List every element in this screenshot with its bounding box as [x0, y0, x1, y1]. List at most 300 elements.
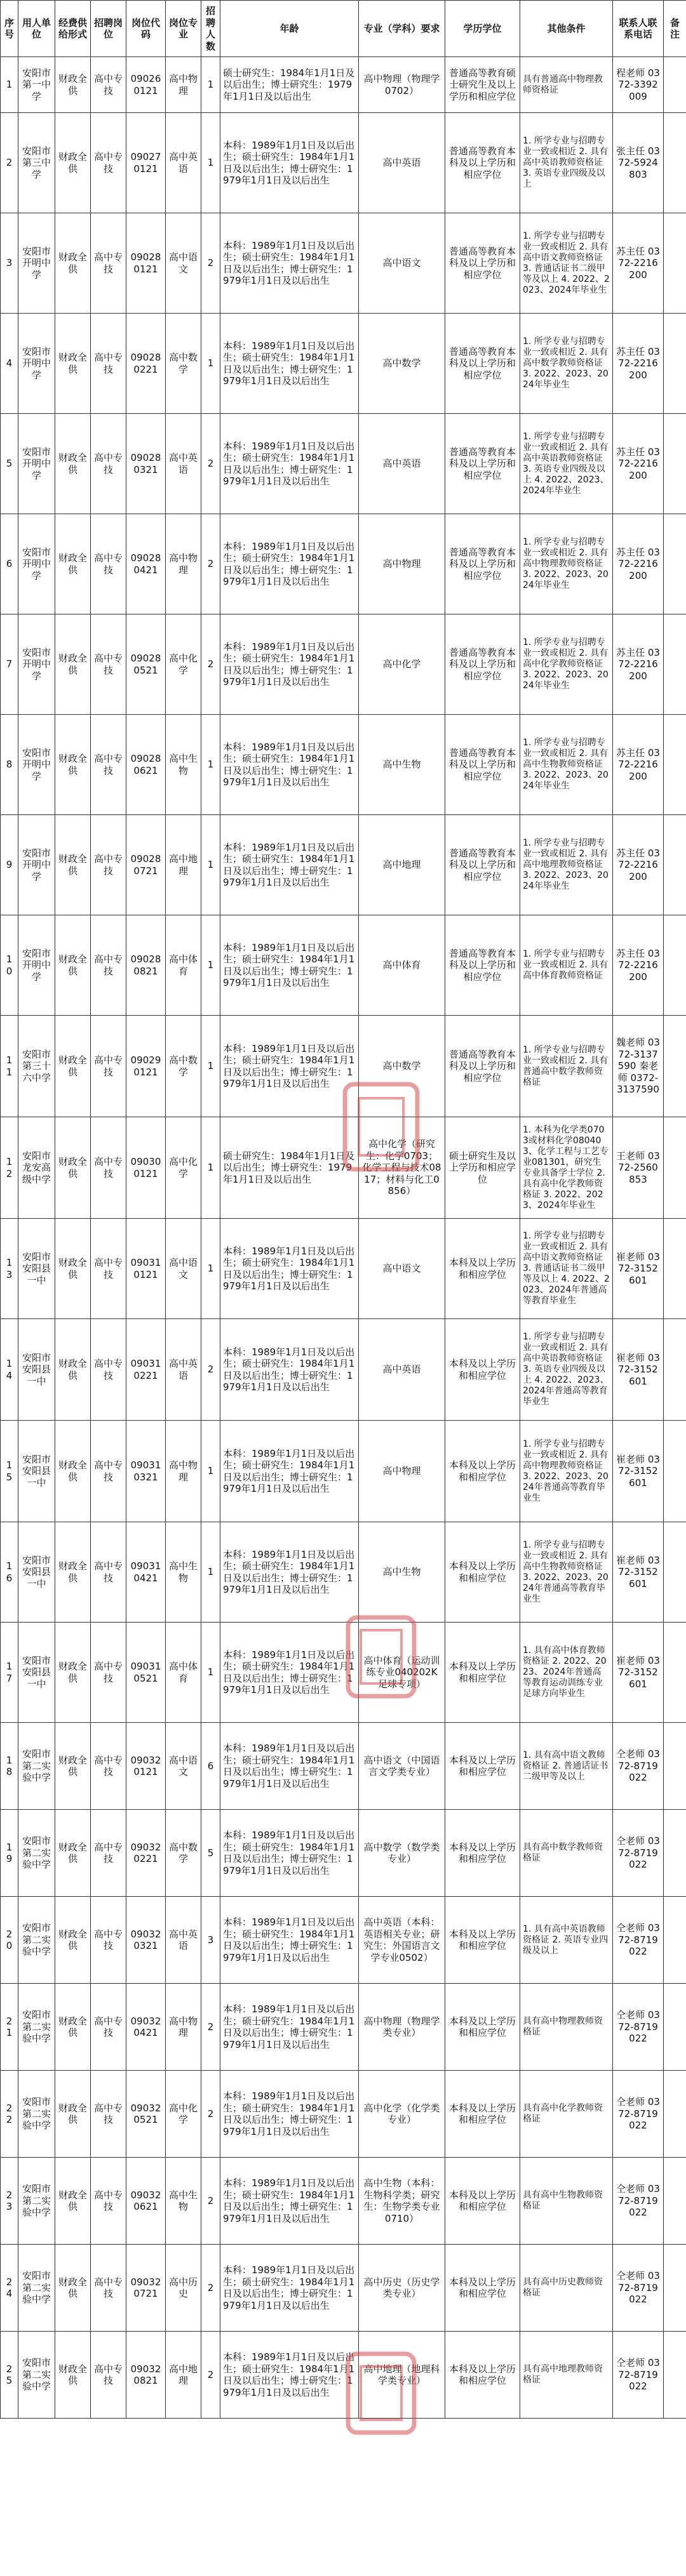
row-seq: 2: [1, 113, 18, 213]
row-unit: 安阳市开明中学: [18, 213, 55, 314]
table-row: [1, 1984, 686, 2071]
row-count: 2: [201, 1319, 220, 1421]
row-post-major: 高中生物: [166, 715, 201, 815]
row-other: 1. 所学专业与招聘专业一致或相近 2. 具有高中语文教师资格证 3. 普通话证书二级甲等及以上 4. 2022、2023、2024年普通高等教育毕业生: [520, 1219, 613, 1319]
header-remark: 备注: [664, 1, 686, 57]
row-contact: 仝老师 0372-8719022: [613, 2071, 664, 2158]
row-count: 2: [201, 614, 220, 715]
row-other: 1. 所学专业与招聘专业一致或相近 2. 具有高中化学教师资格证 3. 2022、2023、2024年毕业生: [520, 614, 613, 715]
row-post-code: 09031 0221: [126, 1319, 166, 1421]
row-funding: 财政全供: [55, 2071, 91, 2158]
table-row: [1, 414, 686, 514]
row-post-type: 高中专技: [91, 1319, 126, 1421]
row-other: 具有高中地理教师资格证: [520, 2332, 613, 2419]
row-remark: [664, 1219, 686, 1319]
row-contact: 仝老师 0372-8719022: [613, 1897, 664, 1984]
row-seq: 13: [1, 1219, 18, 1319]
row-count: 1: [201, 113, 220, 213]
row-contact: 苏主任 0372-2216200: [613, 514, 664, 614]
row-post-code: 09028 0721: [126, 815, 166, 915]
row-unit: 安阳市安阳县一中: [18, 1421, 55, 1522]
row-funding: 财政全供: [55, 1623, 91, 1723]
row-post-major: 高中化学: [166, 2071, 201, 2158]
row-post-major: 高中历史: [166, 2245, 201, 2332]
row-remark: [664, 2071, 686, 2158]
header-unit: 用人单位: [18, 1, 55, 57]
row-post-type: 高中专技: [91, 1623, 126, 1723]
row-unit: 安阳市安阳县一中: [18, 1522, 55, 1623]
row-post-type: 高中专技: [91, 1016, 126, 1117]
row-age: 本科：1989年1月1日及以后出生；硕士研究生：1984年1月1日及以后出生；博士研究生：1979年1月1日及以后出生: [220, 614, 359, 715]
row-seq: 5: [1, 414, 18, 514]
row-remark: [664, 314, 686, 414]
row-post-type: 高中专技: [91, 1421, 126, 1522]
row-count: 2: [201, 2071, 220, 2158]
row-unit: 安阳市第三十六中学: [18, 1016, 55, 1117]
row-contact: 仝老师 0372-8719022: [613, 2332, 664, 2419]
row-major-req: 高中物理（物理学类专业）: [359, 1984, 445, 2071]
row-age: 本科：1989年1月1日及以后出生；硕士研究生：1984年1月1日及以后出生；博士研究生：1979年1月1日及以后出生: [220, 213, 359, 314]
row-funding: 财政全供: [55, 1319, 91, 1421]
row-other: 1. 具有高中体育教师资格证 2. 2022、2023、2024年普通高等教育运动训练专业足球方向毕业生: [520, 1623, 613, 1723]
row-post-code: 09031 0521: [126, 1623, 166, 1723]
row-major-req: 高中生物（本科：生物科学类；研究生：生物学类专业0710）: [359, 2158, 445, 2245]
row-contact: 仝老师 0372-8719022: [613, 1984, 664, 2071]
row-unit: 安阳市第二实验中学: [18, 1810, 55, 1897]
row-funding: 财政全供: [55, 614, 91, 715]
header-seq: 序号: [1, 1, 18, 57]
row-post-major: 高中物理: [166, 1421, 201, 1522]
row-unit: 安阳市第二实验中学: [18, 2245, 55, 2332]
row-seq: 23: [1, 2158, 18, 2245]
row-post-type: 高中专技: [91, 2332, 126, 2419]
row-age: 本科：1989年1月1日及以后出生；硕士研究生：1984年1月1日及以后出生；博士研究生：1979年1月1日及以后出生: [220, 314, 359, 414]
row-count: 1: [201, 1421, 220, 1522]
header-post-code: 岗位代码: [126, 1, 166, 57]
row-degree: 本科及以上学历和相应学位: [445, 1810, 520, 1897]
row-age: 本科：1989年1月1日及以后出生；硕士研究生：1984年1月1日及以后出生；博士研究生：1979年1月1日及以后出生: [220, 2071, 359, 2158]
row-degree: 普通高等教育本科及以上学历和相应学位: [445, 915, 520, 1016]
row-other: 1. 所学专业与招聘专业一致或相近 2. 具有高中生物教师资格证 3. 2022、2023、2024年毕业生: [520, 715, 613, 815]
row-seq: 15: [1, 1421, 18, 1522]
row-post-major: 高中生物: [166, 1522, 201, 1623]
row-major-req: 高中数学（数学类专业）: [359, 1810, 445, 1897]
row-funding: 财政全供: [55, 1984, 91, 2071]
row-seq: 11: [1, 1016, 18, 1117]
row-count: 6: [201, 1723, 220, 1810]
header-post-type: 招聘岗位: [91, 1, 126, 57]
row-degree: 普通高等教育硕士研究生及以上学历和相应学位: [445, 57, 520, 113]
row-post-code: 09032 0421: [126, 1984, 166, 2071]
row-count: 2: [201, 2332, 220, 2419]
row-post-type: 高中专技: [91, 1897, 126, 1984]
table-row: [1, 2158, 686, 2245]
table-row: [1, 614, 686, 715]
row-major-req: 高中英语（本科：英语相关专业；研究生：外国语言文学专业0502）: [359, 1897, 445, 1984]
row-major-req: 高中化学: [359, 614, 445, 715]
row-funding: 财政全供: [55, 213, 91, 314]
row-seq: 1: [1, 57, 18, 113]
table-row: [1, 1522, 686, 1623]
row-seq: 21: [1, 1984, 18, 2071]
row-count: 2: [201, 2158, 220, 2245]
row-post-major: 高中英语: [166, 1319, 201, 1421]
row-post-type: 高中专技: [91, 514, 126, 614]
row-remark: [664, 614, 686, 715]
row-contact: 崔老师 0372-3152601: [613, 1522, 664, 1623]
row-degree: 普通高等教育本科及以上学历和相应学位: [445, 815, 520, 915]
row-post-type: 高中专技: [91, 314, 126, 414]
row-post-code: 09029 0121: [126, 1016, 166, 1117]
row-remark: [664, 113, 686, 213]
row-seq: 6: [1, 514, 18, 614]
row-remark: [664, 2158, 686, 2245]
row-unit: 安阳市安阳县一中: [18, 1319, 55, 1421]
row-remark: [664, 715, 686, 815]
row-degree: 本科及以上学历和相应学位: [445, 1723, 520, 1810]
row-unit: 安阳市第二实验中学: [18, 1723, 55, 1810]
row-count: 2: [201, 514, 220, 614]
row-post-type: 高中专技: [91, 2071, 126, 2158]
row-major-req: 高中英语: [359, 113, 445, 213]
table-row: [1, 113, 686, 213]
row-age: 本科：1989年1月1日及以后出生；硕士研究生：1984年1月1日及以后出生；博士研究生：1979年1月1日及以后出生: [220, 2332, 359, 2419]
row-age: 本科：1989年1月1日及以后出生；硕士研究生：1984年1月1日及以后出生；博士研究生：1979年1月1日及以后出生: [220, 915, 359, 1016]
header-degree: 学历学位: [445, 1, 520, 57]
row-count: 2: [201, 414, 220, 514]
row-count: 1: [201, 1117, 220, 1219]
row-degree: 本科及以上学历和相应学位: [445, 1421, 520, 1522]
row-post-type: 高中专技: [91, 915, 126, 1016]
row-unit: 安阳市开明中学: [18, 715, 55, 815]
row-remark: [664, 414, 686, 514]
table-row: [1, 2071, 686, 2158]
row-degree: 本科及以上学历和相应学位: [445, 2245, 520, 2332]
row-funding: 财政全供: [55, 1522, 91, 1623]
row-funding: 财政全供: [55, 57, 91, 113]
row-other: 1. 所学专业与招聘专业一致或相近 2. 具有高中语文教师资格证 3. 普通话证书二级甲等及以上 4. 2022、2023、2024年毕业生: [520, 213, 613, 314]
row-post-type: 高中专技: [91, 1522, 126, 1623]
row-count: 1: [201, 1016, 220, 1117]
row-remark: [664, 2332, 686, 2419]
row-major-req: 高中生物: [359, 715, 445, 815]
row-post-code: 09032 0121: [126, 1723, 166, 1810]
row-funding: 财政全供: [55, 915, 91, 1016]
row-post-type: 高中专技: [91, 1723, 126, 1810]
table-row: [1, 1117, 686, 1219]
row-remark: [664, 1984, 686, 2071]
row-unit: 安阳市第三中学: [18, 113, 55, 213]
table-row: [1, 815, 686, 915]
row-age: 本科：1989年1月1日及以后出生；硕士研究生：1984年1月1日及以后出生；博士研究生：1979年1月1日及以后出生: [220, 1522, 359, 1623]
row-major-req: 高中英语: [359, 1319, 445, 1421]
row-post-major: 高中语文: [166, 1219, 201, 1319]
row-degree: 普通高等教育本科及以上学历和相应学位: [445, 414, 520, 514]
row-other: 1. 所学专业与招聘专业一致或相近 2. 具有普通高中数学教师资格证: [520, 1016, 613, 1117]
row-post-major: 高中生物: [166, 2158, 201, 2245]
row-age: 本科：1989年1月1日及以后出生；硕士研究生：1984年1月1日及以后出生；博士研究生：1979年1月1日及以后出生: [220, 2158, 359, 2245]
row-other: 1. 具有高中语文教师资格证 2. 普通话证书二级甲等及以上: [520, 1723, 613, 1810]
row-post-type: 高中专技: [91, 614, 126, 715]
row-post-major: 高中物理: [166, 1984, 201, 2071]
row-degree: 普通高等教育本科及以上学历和相应学位: [445, 1016, 520, 1117]
row-remark: [664, 1522, 686, 1623]
row-unit: 安阳市第二实验中学: [18, 2158, 55, 2245]
row-seq: 17: [1, 1623, 18, 1723]
row-post-type: 高中专技: [91, 414, 126, 514]
row-post-major: 高中化学: [166, 614, 201, 715]
row-count: 1: [201, 815, 220, 915]
row-post-major: 高中物理: [166, 514, 201, 614]
row-contact: 崔老师 0372-3152601: [613, 1219, 664, 1319]
header-funding: 经费供给形式: [55, 1, 91, 57]
table-row: [1, 1421, 686, 1522]
row-major-req: 高中语文（中国语言文学类专业）: [359, 1723, 445, 1810]
row-contact: 仝老师 0372-8719022: [613, 1810, 664, 1897]
row-seq: 7: [1, 614, 18, 715]
header-age: 年龄: [220, 1, 359, 57]
row-contact: 苏主任 0372-2216200: [613, 614, 664, 715]
table-row: [1, 2332, 686, 2419]
row-post-code: 09028 0321: [126, 414, 166, 514]
row-post-major: 高中数学: [166, 1016, 201, 1117]
table-row: [1, 1723, 686, 1810]
row-unit: 安阳市开明中学: [18, 614, 55, 715]
row-other: 1. 所学专业与招聘专业一致或相近 2. 具有高中数学教师资格证 3. 2022、2023、2024年毕业生: [520, 314, 613, 414]
row-remark: [664, 57, 686, 113]
row-other: 1. 所学专业与招聘专业一致或相近 2. 具有高中物理教师资格证 3. 2022、2023、2024年毕业生: [520, 514, 613, 614]
row-degree: 本科及以上学历和相应学位: [445, 1522, 520, 1623]
row-other: 1. 所学专业与招聘专业一致或相近 2. 具有高中地理教师资格证 3. 2022、2023、2024年毕业生: [520, 815, 613, 915]
row-degree: 本科及以上学历和相应学位: [445, 1219, 520, 1319]
row-contact: 苏主任 0372-2216200: [613, 915, 664, 1016]
row-remark: [664, 213, 686, 314]
row-degree: 普通高等教育本科及以上学历和相应学位: [445, 213, 520, 314]
table-row: [1, 1219, 686, 1319]
row-degree: 本科及以上学历和相应学位: [445, 1897, 520, 1984]
row-post-code: 09032 0821: [126, 2332, 166, 2419]
row-unit: 安阳市第二实验中学: [18, 1897, 55, 1984]
row-post-code: 09032 0621: [126, 2158, 166, 2245]
table-row: [1, 1319, 686, 1421]
row-other: 具有高中生物教师资格证: [520, 2158, 613, 2245]
row-post-type: 高中专技: [91, 57, 126, 113]
row-age: 本科：1989年1月1日及以后出生；硕士研究生：1984年1月1日及以后出生；博士研究生：1979年1月1日及以后出生: [220, 1984, 359, 2071]
row-major-req: 高中物理: [359, 1421, 445, 1522]
row-major-req: 高中数学: [359, 1016, 445, 1117]
row-contact: 苏主任 0372-2216200: [613, 815, 664, 915]
row-post-major: 高中地理: [166, 815, 201, 915]
row-seq: 8: [1, 715, 18, 815]
row-degree: 本科及以上学历和相应学位: [445, 2332, 520, 2419]
row-age: 本科：1989年1月1日及以后出生；硕士研究生：1984年1月1日及以后出生；博士研究生：1979年1月1日及以后出生: [220, 715, 359, 815]
row-degree: 本科及以上学历和相应学位: [445, 2158, 520, 2245]
row-age: 硕士研究生：1984年1月1日及以后出生；博士研究生：1979年1月1日及以后出生: [220, 57, 359, 113]
row-post-major: 高中物理: [166, 57, 201, 113]
row-other: 1. 所学专业与招聘专业一致或相近 2. 具有高中英语教师资格证 3. 英语专业四级及以上 4. 2022、2023、2024年普通高等教育毕业生: [520, 1319, 613, 1421]
row-funding: 财政全供: [55, 2158, 91, 2245]
row-degree: 普通高等教育本科及以上学历和相应学位: [445, 113, 520, 213]
row-count: 2: [201, 1984, 220, 2071]
row-seq: 4: [1, 314, 18, 414]
row-post-type: 高中专技: [91, 1810, 126, 1897]
row-post-major: 高中英语: [166, 1897, 201, 1984]
row-major-req: 高中物理: [359, 514, 445, 614]
row-remark: [664, 1810, 686, 1897]
row-unit: 安阳市第二实验中学: [18, 2071, 55, 2158]
row-contact: 仝老师 0372-8719022: [613, 2245, 664, 2332]
row-unit: 安阳市第一中学: [18, 57, 55, 113]
row-count: 1: [201, 1219, 220, 1319]
row-degree: 本科及以上学历和相应学位: [445, 1319, 520, 1421]
row-post-major: 高中英语: [166, 414, 201, 514]
row-funding: 财政全供: [55, 414, 91, 514]
row-count: 1: [201, 915, 220, 1016]
table-row: [1, 715, 686, 815]
row-post-code: 09028 0621: [126, 715, 166, 815]
row-funding: 财政全供: [55, 1723, 91, 1810]
row-post-major: 高中语文: [166, 213, 201, 314]
table-row: [1, 1897, 686, 1984]
row-remark: [664, 1421, 686, 1522]
row-major-req: 高中体育: [359, 915, 445, 1016]
row-age: 本科：1989年1月1日及以后出生；硕士研究生：1984年1月1日及以后出生；博士研究生：1979年1月1日及以后出生: [220, 1897, 359, 1984]
row-post-code: 09031 0321: [126, 1421, 166, 1522]
row-remark: [664, 1319, 686, 1421]
row-unit: 安阳市开明中学: [18, 414, 55, 514]
row-major-req: 高中化学（化学类专业）: [359, 2071, 445, 2158]
row-degree: 普通高等教育本科及以上学历和相应学位: [445, 314, 520, 414]
row-seq: 16: [1, 1522, 18, 1623]
row-other: 具有高中数学教师资格证: [520, 1810, 613, 1897]
row-seq: 14: [1, 1319, 18, 1421]
row-post-type: 高中专技: [91, 1984, 126, 2071]
row-other: 具有高中物理教师资格证: [520, 1984, 613, 2071]
row-post-major: 高中数学: [166, 1810, 201, 1897]
row-age: 本科：1989年1月1日及以后出生；硕士研究生：1984年1月1日及以后出生；博士研究生：1979年1月1日及以后出生: [220, 1623, 359, 1723]
row-count: 2: [201, 2245, 220, 2332]
row-post-code: 09032 0721: [126, 2245, 166, 2332]
row-count: 1: [201, 57, 220, 113]
row-post-code: 09028 0121: [126, 213, 166, 314]
row-post-code: 09028 0521: [126, 614, 166, 715]
row-remark: [664, 915, 686, 1016]
row-unit: 安阳市第二实验中学: [18, 1984, 55, 2071]
row-contact: 仝老师 0372-8719022: [613, 2158, 664, 2245]
row-unit: 安阳市开明中学: [18, 815, 55, 915]
row-remark: [664, 1117, 686, 1219]
row-seq: 18: [1, 1723, 18, 1810]
row-degree: 普通高等教育本科及以上学历和相应学位: [445, 715, 520, 815]
row-unit: 安阳市龙安高级中学: [18, 1117, 55, 1219]
row-seq: 9: [1, 815, 18, 915]
table-row: [1, 213, 686, 314]
row-count: 1: [201, 715, 220, 815]
row-seq: 3: [1, 213, 18, 314]
table-body: [1, 57, 686, 2419]
row-age: 本科：1989年1月1日及以后出生；硕士研究生：1984年1月1日及以后出生；博士研究生：1979年1月1日及以后出生: [220, 1016, 359, 1117]
header-count: 招聘人数: [201, 1, 220, 57]
row-other: 1. 所学专业与招聘专业一致或相近 2. 具有高中生物教师资格证 3. 2022、2023、2024年普通高等教育毕业生: [520, 1522, 613, 1623]
row-count: 1: [201, 1623, 220, 1723]
row-funding: 财政全供: [55, 1897, 91, 1984]
row-age: 本科：1989年1月1日及以后出生；硕士研究生：1984年1月1日及以后出生；博士研究生：1979年1月1日及以后出生: [220, 815, 359, 915]
row-age: 本科：1989年1月1日及以后出生；硕士研究生：1984年1月1日及以后出生；博士研究生：1979年1月1日及以后出生: [220, 113, 359, 213]
row-funding: 财政全供: [55, 715, 91, 815]
row-count: 5: [201, 1810, 220, 1897]
row-remark: [664, 2245, 686, 2332]
row-funding: 财政全供: [55, 1421, 91, 1522]
row-funding: 财政全供: [55, 2332, 91, 2419]
row-unit: 安阳市第二实验中学: [18, 2332, 55, 2419]
row-other: 具有高中化学教师资格证: [520, 2071, 613, 2158]
row-contact: 仝老师 0372-8719022: [613, 1723, 664, 1810]
table-row: [1, 2245, 686, 2332]
row-seq: 19: [1, 1810, 18, 1897]
table-row: [1, 1623, 686, 1723]
table-row: [1, 514, 686, 614]
row-age: 本科：1989年1月1日及以后出生；硕士研究生：1984年1月1日及以后出生；博士研究生：1979年1月1日及以后出生: [220, 1421, 359, 1522]
row-funding: 财政全供: [55, 1219, 91, 1319]
row-post-code: 09028 0421: [126, 514, 166, 614]
row-remark: [664, 514, 686, 614]
row-funding: 财政全供: [55, 1810, 91, 1897]
row-funding: 财政全供: [55, 514, 91, 614]
row-post-code: 09028 0221: [126, 314, 166, 414]
row-age: 本科：1989年1月1日及以后出生；硕士研究生：1984年1月1日及以后出生；博士研究生：1979年1月1日及以后出生: [220, 1810, 359, 1897]
row-major-req: 高中语文: [359, 213, 445, 314]
row-age: 本科：1989年1月1日及以后出生；硕士研究生：1984年1月1日及以后出生；博士研究生：1979年1月1日及以后出生: [220, 2245, 359, 2332]
row-post-type: 高中专技: [91, 1117, 126, 1219]
row-post-code: 09032 0221: [126, 1810, 166, 1897]
row-major-req: 高中数学: [359, 314, 445, 414]
table-header-row: [1, 1, 686, 57]
row-major-req: 高中生物: [359, 1522, 445, 1623]
row-seq: 10: [1, 915, 18, 1016]
row-remark: [664, 815, 686, 915]
row-post-major: 高中体育: [166, 1623, 201, 1723]
row-count: 1: [201, 314, 220, 414]
header-major-req: 专业（学科）要求: [359, 1, 445, 57]
row-contact: 魏老师 0372-3137590 秦老师 0372-3137590: [613, 1016, 664, 1117]
table-row: [1, 915, 686, 1016]
row-contact: 崔老师 0372-3152601: [613, 1319, 664, 1421]
row-degree: 本科及以上学历和相应学位: [445, 2071, 520, 2158]
row-degree: 本科及以上学历和相应学位: [445, 1984, 520, 2071]
table-row: [1, 314, 686, 414]
row-remark: [664, 1723, 686, 1810]
row-major-req: 高中地理（地理科学类专业）: [359, 2332, 445, 2419]
row-contact: 张主任 0372-5924803: [613, 113, 664, 213]
row-other: 1. 本科为化学类0703或材料化学080403、化学工程与工艺专业081301，研究生专业具备学士学位 2. 具有高中化学教师资格证 3. 2022、2023、2024年毕业生: [520, 1117, 613, 1219]
header-post-major: 岗位专业: [166, 1, 201, 57]
row-other: 1. 所学专业与招聘专业一致或相近 2. 具有高中英语教师资格证 3. 英语专业四级及以上: [520, 113, 613, 213]
row-post-major: 高中英语: [166, 113, 201, 213]
row-age: 本科：1989年1月1日及以后出生；硕士研究生：1984年1月1日及以后出生；博士研究生：1979年1月1日及以后出生: [220, 414, 359, 514]
row-age: 本科：1989年1月1日及以后出生；硕士研究生：1984年1月1日及以后出生；博士研究生：1979年1月1日及以后出生: [220, 1219, 359, 1319]
row-degree: 本科及以上学历和相应学位: [445, 1623, 520, 1723]
row-post-code: 09032 0321: [126, 1897, 166, 1984]
row-contact: 苏主任 0372-2216200: [613, 715, 664, 815]
row-other: 具有普通高中物理教师资格证: [520, 57, 613, 113]
row-unit: 安阳市开明中学: [18, 514, 55, 614]
row-other: 具有高中历史教师资格证: [520, 2245, 613, 2332]
row-contact: 崔老师 0372-3152601: [613, 1623, 664, 1723]
row-seq: 20: [1, 1897, 18, 1984]
row-count: 1: [201, 1522, 220, 1623]
row-post-code: 09027 0121: [126, 113, 166, 213]
row-post-code: 09031 0421: [126, 1522, 166, 1623]
